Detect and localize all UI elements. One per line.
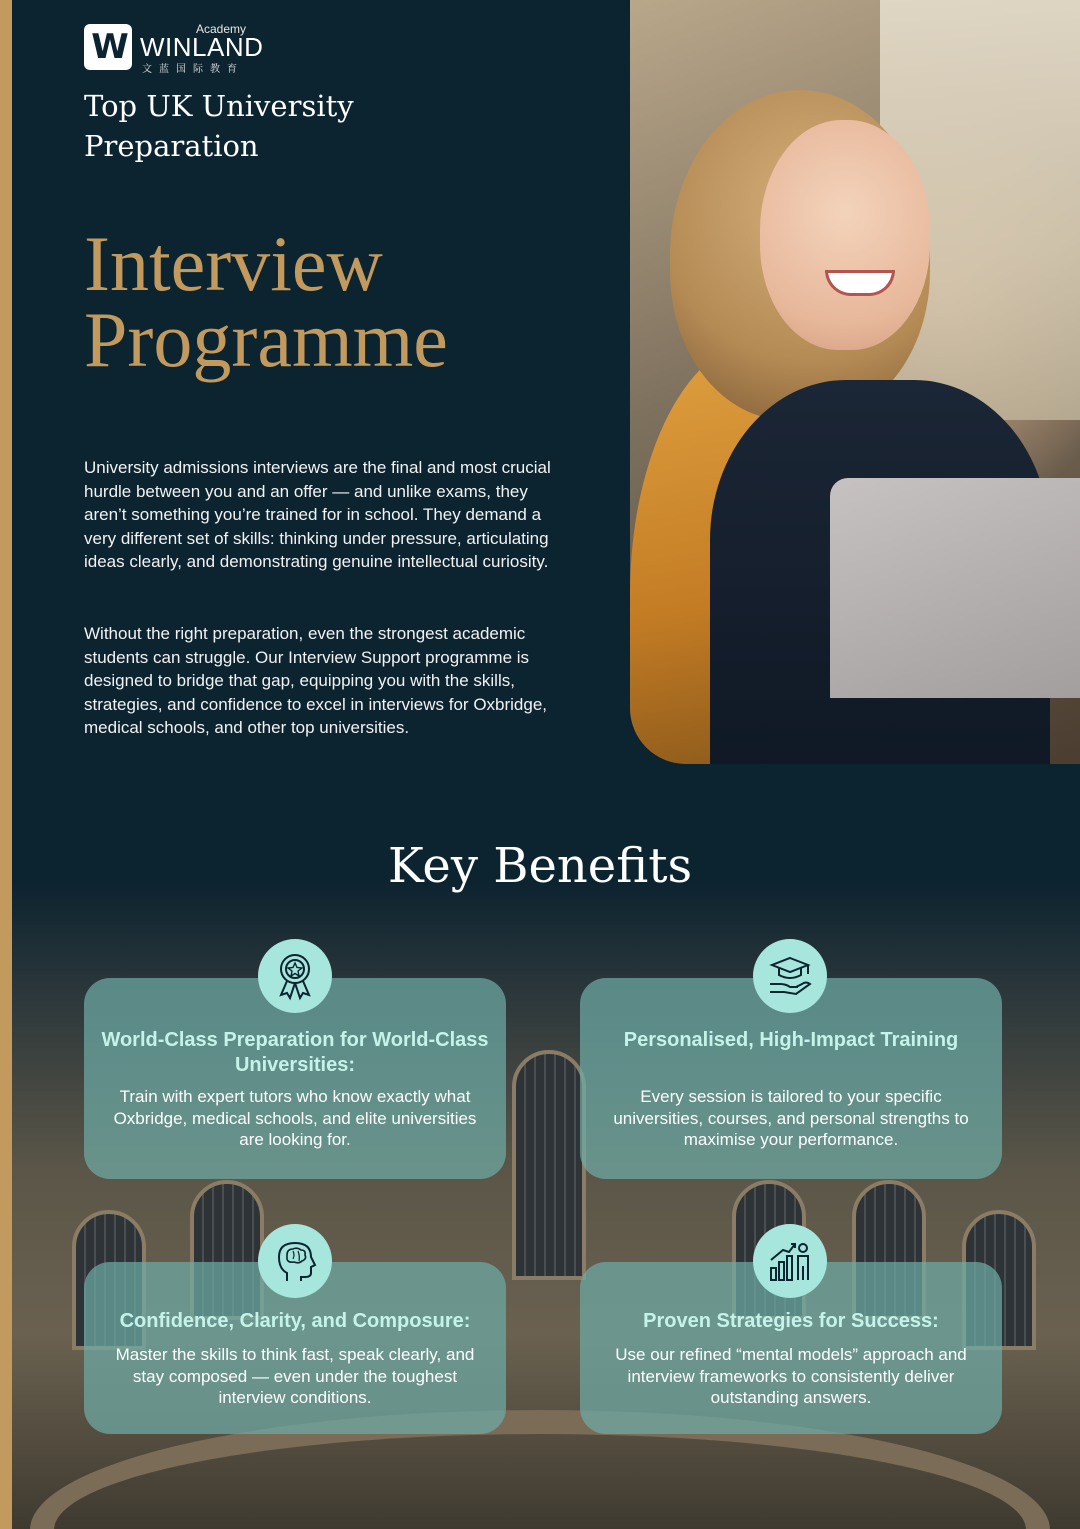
benefit-heading: Personalised, High-Impact Training [623,1029,959,1051]
logo-brand-name: WINLAND [140,32,264,62]
title-line-1: Interview [84,220,383,307]
gold-side-bar [0,0,12,1529]
graduation-cap-hand-icon [753,939,827,1013]
logo-academy-text: Academy [196,22,247,36]
benefit-heading: Proven Strategies for Success: [643,1310,939,1332]
subtitle-line-1: Top UK University [84,89,354,123]
logo-chinese-name: 文蓝国际教育 [142,64,244,75]
intro-paragraph-2: Without the right preparation, even the strongest academic students can struggle. Our Interview Support programme is designed to bridge that gap, equipping you with the skills, strategies, and confidence to excel in interviews for Oxbridge, medical schools, and other top universities. [84,624,548,738]
key-benefits-title: Key Benefits [387,838,693,894]
benefit-heading: Confidence, Clarity, and Composure: [119,1310,471,1332]
intro-paragraph-1: University admissions interviews are the final and most crucial hurdle between you and an offer — and unlike exams, they aren’t something you’re trained for in school. They demand a very different set of skills: thinking under pressure, articulating ideas clearly, and demonstrating genuine intellectual curiosity. [84,458,551,572]
title-line-2: Programme [84,296,448,383]
subtitle-line-2: Preparation [84,129,259,163]
benefit-heading: World-Class Preparation for World-Class Universities: [101,1029,489,1076]
hero-photo-student [630,0,1080,764]
winland-logo [84,22,274,75]
benefit-text: Master the skills to think fast, speak clearly, and stay composed — even under the toughest interview conditions. [115,1345,475,1408]
benefit-text: Every session is tailored to your specific universities, courses, and personal strengths to maximise your performance. [613,1087,969,1150]
page-title [84,220,604,383]
benefit-text: Use our refined “mental models” approach and interview frameworks to consistently deliver outstanding answers. [615,1345,967,1408]
page-subtitle [84,86,484,166]
growth-chart-person-icon [753,1224,827,1298]
award-ribbon-icon [258,939,332,1013]
brain-head-icon [258,1224,332,1298]
logo-mark-icon: W [84,24,132,70]
laptop-image [830,478,1080,698]
benefit-text: Train with expert tutors who know exactly what Oxbridge, medical schools, and elite universities are looking for. [113,1087,477,1150]
